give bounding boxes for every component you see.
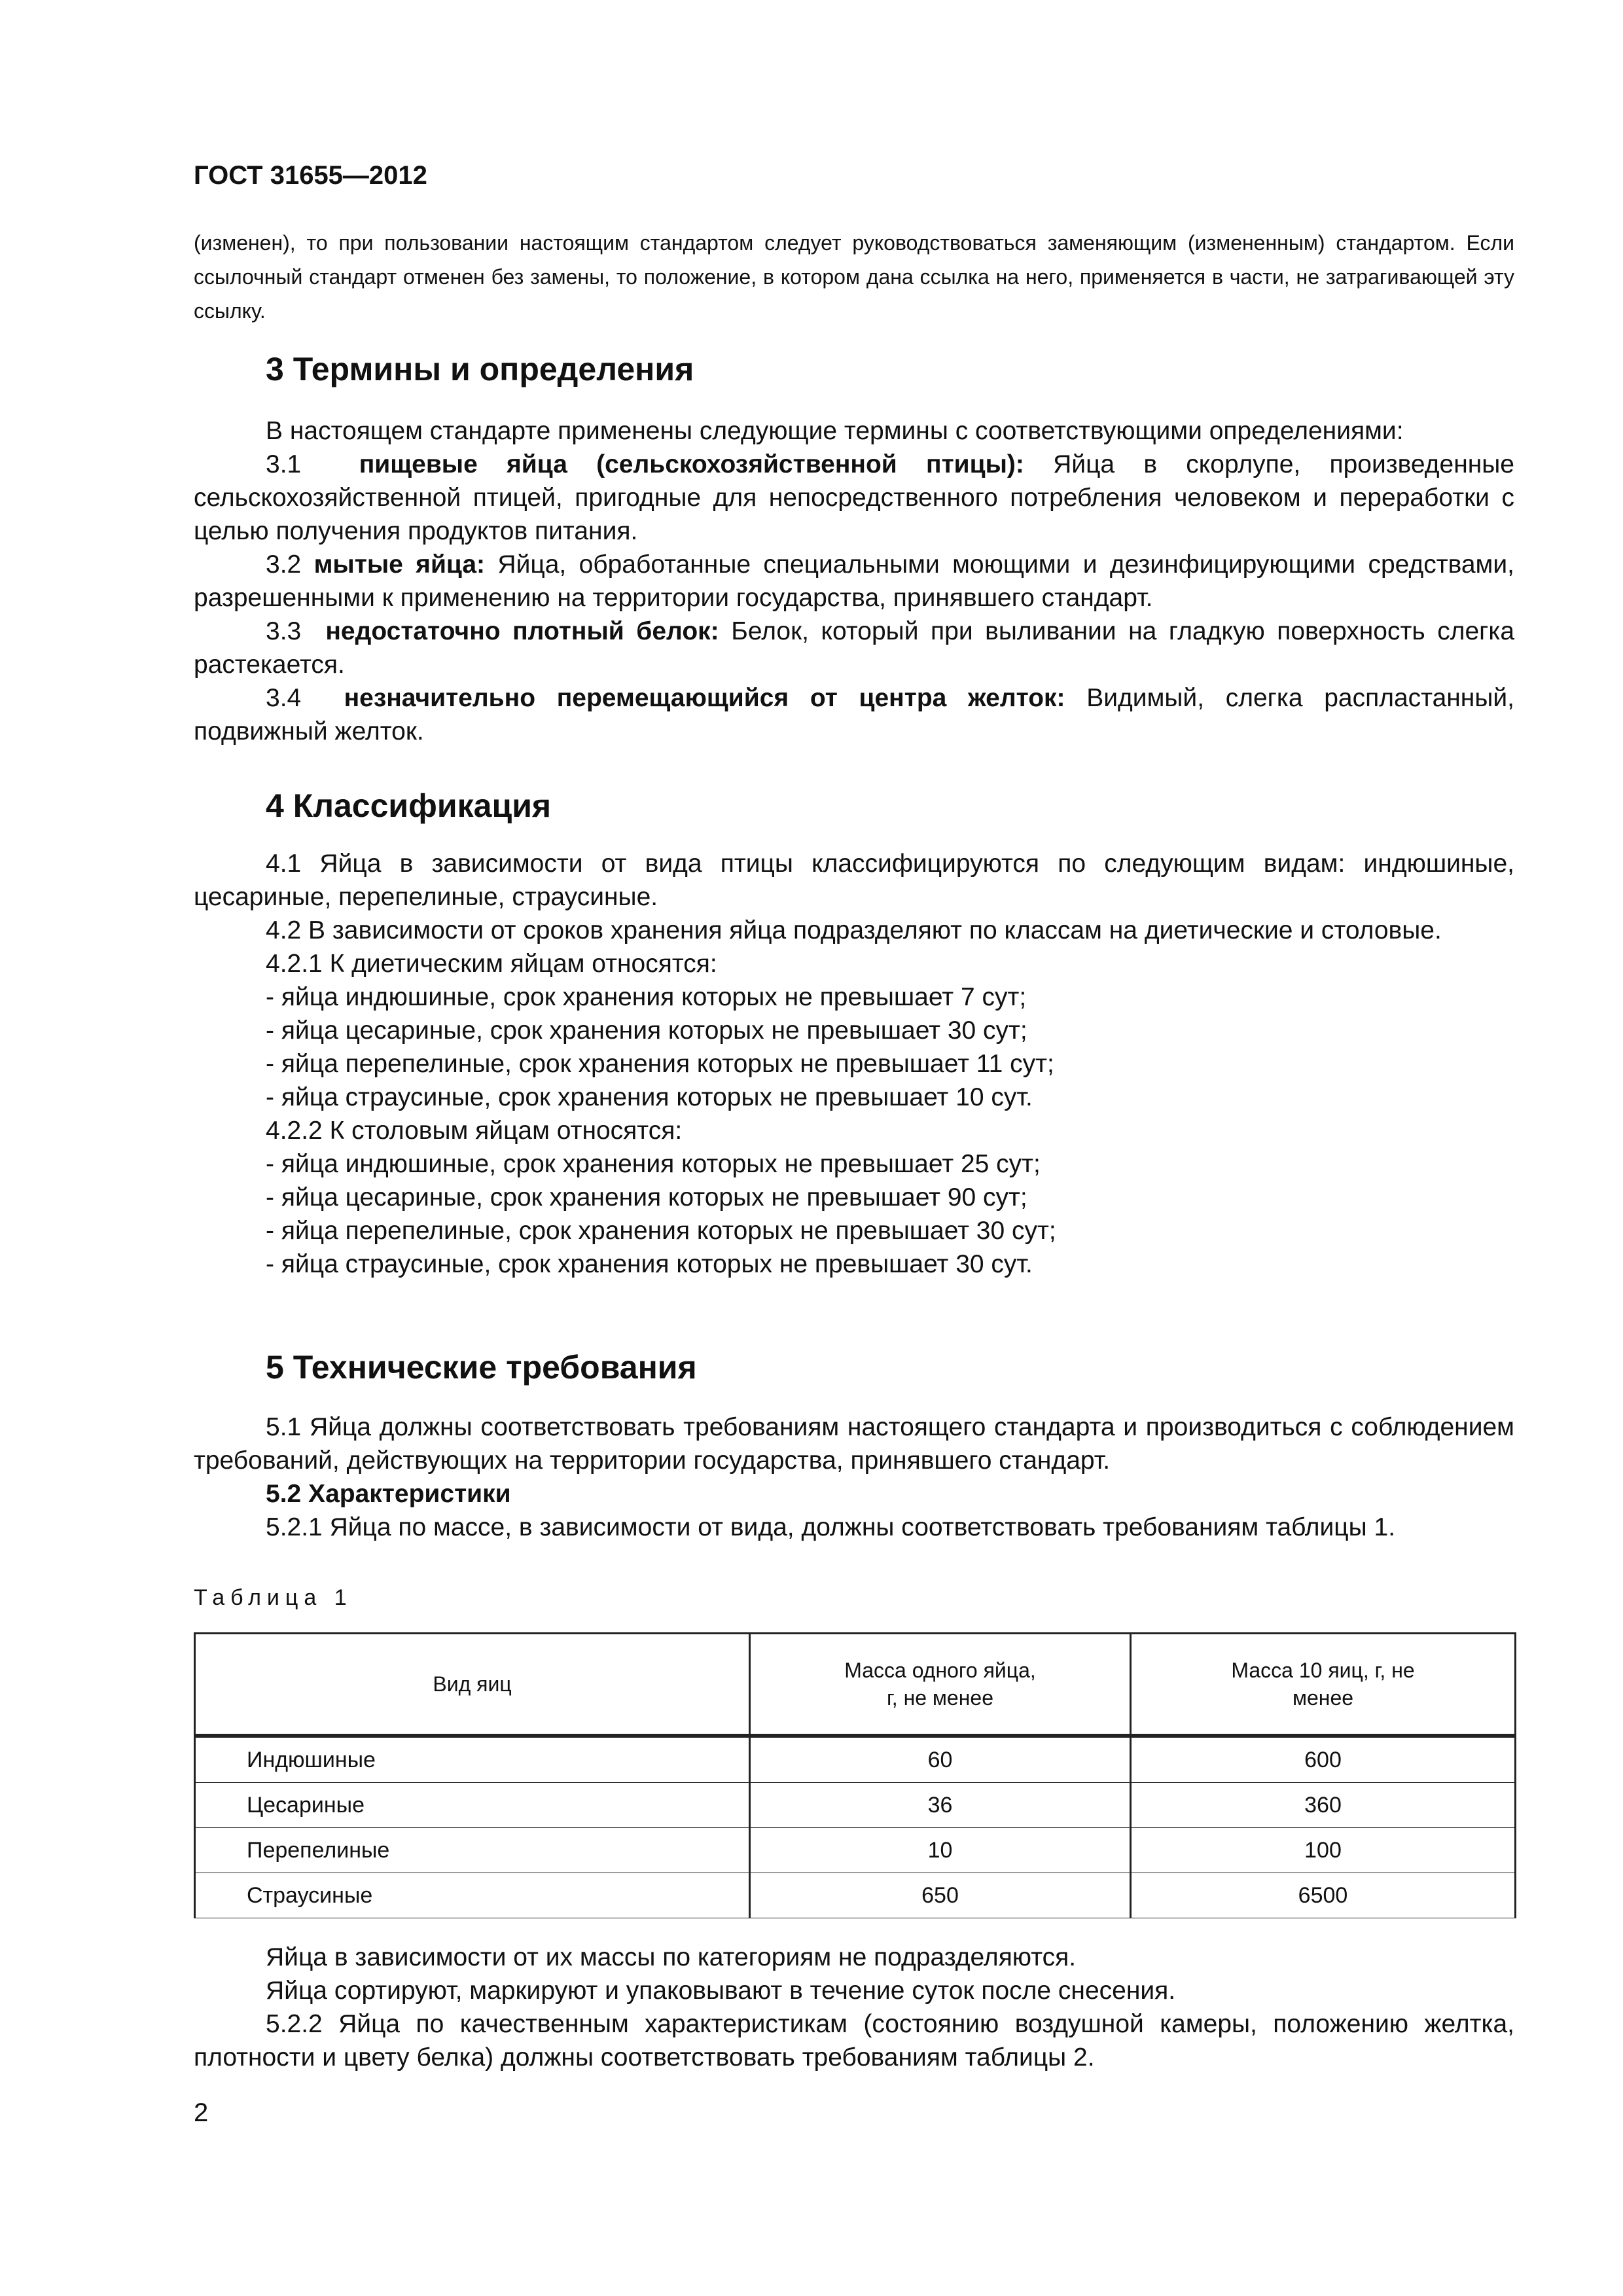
document-header: ГОСТ 31655—2012 — [194, 161, 427, 190]
clause-4-2: 4.2 В зависимости от сроков хранения яйца подразделяют по классам на диетические и столовые. — [266, 916, 1442, 944]
list-item: - яйца цесариные, срок хранения которых не превышает 90 сут; — [266, 1183, 1027, 1211]
term-3-2: 3.2 мытые яйца: Яйца, обработанные специальными моющими и дезинфицирующими средствами, разрешенными к применению на территории государства, принявшего стандарт. — [194, 550, 1514, 612]
clause-4-1: 4.1 Яйца в зависимости от вида птицы классифицируются по следующим видам: индюшиные, цесариные, перепелиные, страусиные. — [194, 850, 1514, 911]
table-cell: 100 — [1131, 1828, 1516, 1873]
clause-4-2-1: 4.2.1 К диетическим яйцам относятся: — [266, 950, 717, 978]
term-3-1: 3.1 пищевые яйца (сельскохозяйственной птицы): Яйца в скорлупе, произведенные сельскохозяйственной птицей, пригодные для непосредственного потребления человеком и переработки с целью получения продуктов питания. — [194, 450, 1514, 545]
column-header: Вид яиц — [195, 1634, 750, 1736]
table-cell: Перепелиные — [195, 1828, 750, 1873]
list-item: - яйца цесариные, срок хранения которых не превышает 30 сут; — [266, 1016, 1027, 1045]
list-item: - яйца перепелиные, срок хранения которых не превышает 11 сут; — [266, 1050, 1054, 1078]
table-row — [195, 1783, 1516, 1828]
table-cell: 10 — [750, 1828, 1131, 1873]
after-table-body — [194, 1941, 1514, 2074]
section-3-intro: В настоящем стандарте применены следующие термины с соответствующими определениями: — [266, 417, 1404, 445]
section-3-heading: 3 Термины и определения — [266, 351, 694, 387]
table-cell: Индюшиные — [195, 1736, 750, 1783]
table-cell: Страусиные — [195, 1873, 750, 1918]
section-4-body — [194, 847, 1514, 1281]
continuation-paragraph — [194, 226, 1514, 328]
clause-5-2-1: 5.2.1 Яйца по массе, в зависимости от вида, должны соответствовать требованиям таблицы 1. — [266, 1513, 1396, 1541]
clause-5-2: 5.2 Характеристики — [266, 1480, 511, 1508]
section-4-heading: 4 Классификация — [266, 787, 552, 824]
egg-mass-table — [194, 1632, 1516, 1918]
section-3-body — [194, 414, 1514, 748]
table-row — [195, 1828, 1516, 1873]
column-header: Масса 10 яиц, г, не менее — [1131, 1634, 1516, 1736]
list-item: - яйца индюшиные, срок хранения которых не превышает 25 сут; — [266, 1150, 1041, 1178]
clause-4-2-2: 4.2.2 К столовым яйцам относятся: — [266, 1117, 683, 1145]
clause-5-1: 5.1 Яйца должны соответствовать требованиям настоящего стандарта и производиться с соблюдением требований, действующих на территории государства, принявшего стандарт. — [194, 1413, 1514, 1475]
table-row — [195, 1736, 1516, 1783]
section-5-body — [194, 1410, 1514, 1544]
section-5-heading: 5 Технические требования — [266, 1349, 697, 1386]
table-cell: 650 — [750, 1873, 1131, 1918]
clause-5-2-2: 5.2.2 Яйца по качественным характеристикам (состоянию воздушной камеры, положению желтка, плотности и цвету белка) должны соответствовать требованиям таблицы 2. — [194, 2010, 1514, 2072]
table-cell: Цесариные — [195, 1783, 750, 1828]
page-number: 2 — [194, 2098, 209, 2127]
after-table-text: Яйца в зависимости от их массы по категориям не подразделяются. — [266, 1943, 1077, 1971]
table-header-row — [195, 1634, 1516, 1736]
term-3-4: 3.4 незначительно перемещающийся от центра желток: Видимый, слегка распластанный, подвижный желток. — [194, 684, 1514, 745]
column-header: Масса одного яйца, г, не менее — [750, 1634, 1131, 1736]
list-item: - яйца перепелиные, срок хранения которых не превышает 30 сут; — [266, 1217, 1056, 1245]
table-cell: 60 — [750, 1736, 1131, 1783]
table-row — [195, 1873, 1516, 1918]
list-item: - яйца страусиные, срок хранения которых не превышает 10 сут. — [266, 1083, 1033, 1111]
list-item: - яйца страусиные, срок хранения которых не превышает 30 сут. — [266, 1250, 1033, 1278]
continuation-text: (изменен), то при пользовании настоящим стандартом следует руководствоваться заменяющим (измененным) стандартом. Если ссылочный стандарт отменен без замены, то положение, в котором дана ссылка на него, применяется в части, не затрагивающей эту ссылку. — [194, 231, 1514, 323]
table-cell: 600 — [1131, 1736, 1516, 1783]
table-cell: 6500 — [1131, 1873, 1516, 1918]
after-table-text: Яйца сортируют, маркируют и упаковывают в течение суток после снесения. — [266, 1977, 1176, 2005]
table-cell: 36 — [750, 1783, 1131, 1828]
table-caption: Таблица 1 — [194, 1585, 353, 1610]
table-cell: 360 — [1131, 1783, 1516, 1828]
term-3-3: 3.3 недостаточно плотный белок: Белок, который при выливании на гладкую поверхность слегка растекается. — [194, 617, 1515, 679]
list-item: - яйца индюшиные, срок хранения которых не превышает 7 сут; — [266, 983, 1027, 1011]
